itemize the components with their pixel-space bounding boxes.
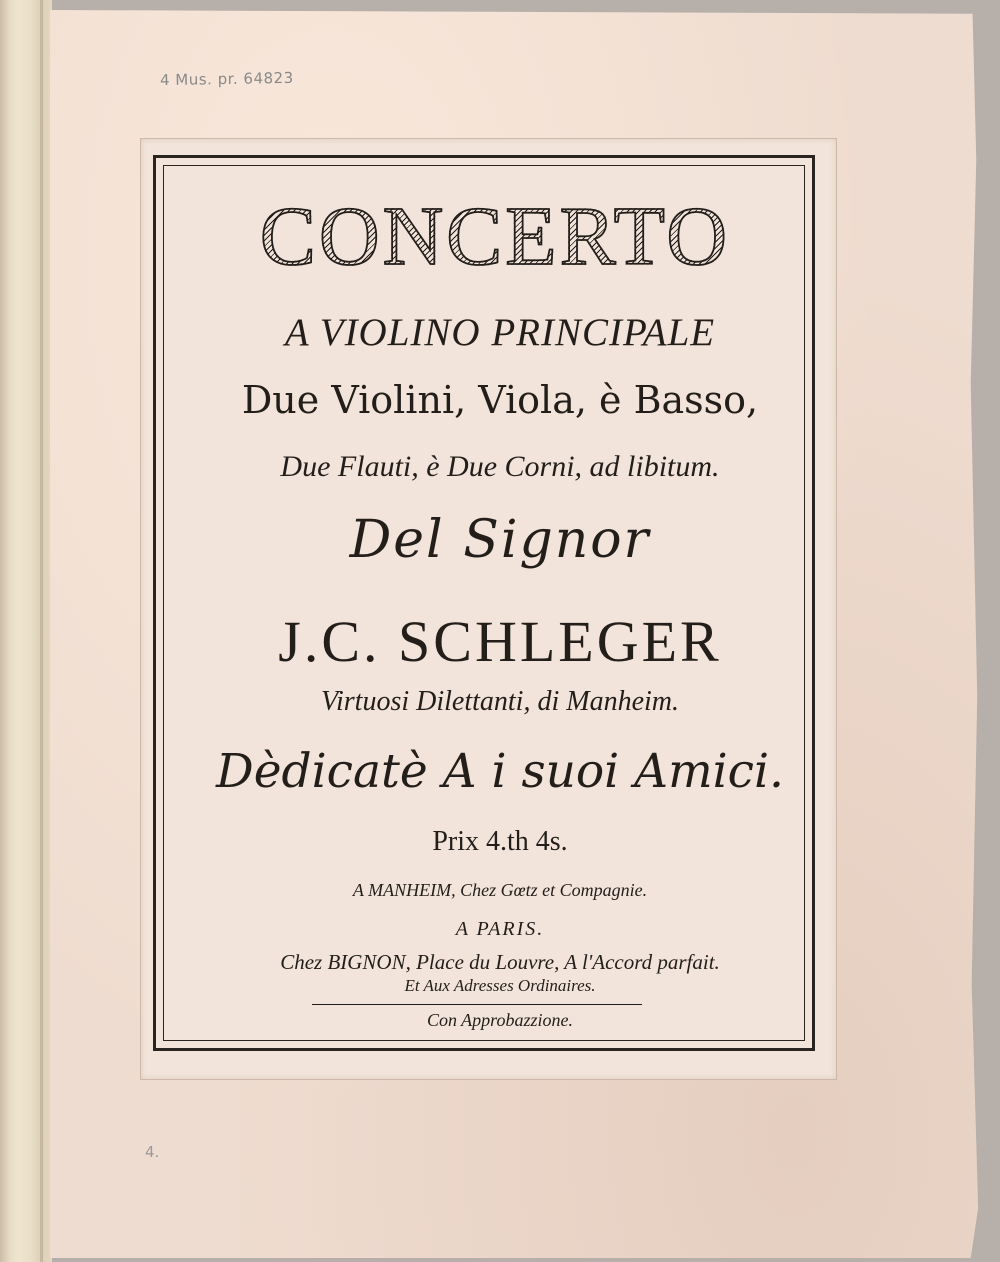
instrumentation-winds: Due Flauti, è Due Corni, ad libitum. [280,450,720,483]
price: Prix 4.th 4s. [432,826,568,857]
library-shelfmark: 4 Mus. pr. 64823 [159,68,294,90]
pencil-mark: 4. [145,1143,160,1161]
by-line: Del Signor [349,510,651,570]
dedication: Dèdicatè A i suoi Amici. [216,744,784,799]
composer-description: Virtuosi Dilettanti, di Manheim. [320,686,679,717]
inner-frame-border [163,165,805,1041]
approbation: Con Approbazzione. [426,1010,573,1030]
work-title: CONCERTO [175,188,815,285]
instrumentation-strings: Due Violini, Viola, è Basso, [241,378,759,422]
publisher-paris: Chez BIGNON, Place du Louvre, A l'Accord parfait. [280,950,720,974]
composer-name: J.C. SCHLEGER [278,609,722,674]
divider-rule [312,1004,642,1005]
instrumentation-principal: A VIOLINO PRINCIPALE [284,311,716,354]
publisher-paris-heading: A PARIS. [455,918,545,940]
publisher-addresses: Et Aux Adresses Ordinaires. [404,976,596,995]
publisher-manheim: A MANHEIM, Chez Gœtz et Compagnie. [352,880,648,900]
